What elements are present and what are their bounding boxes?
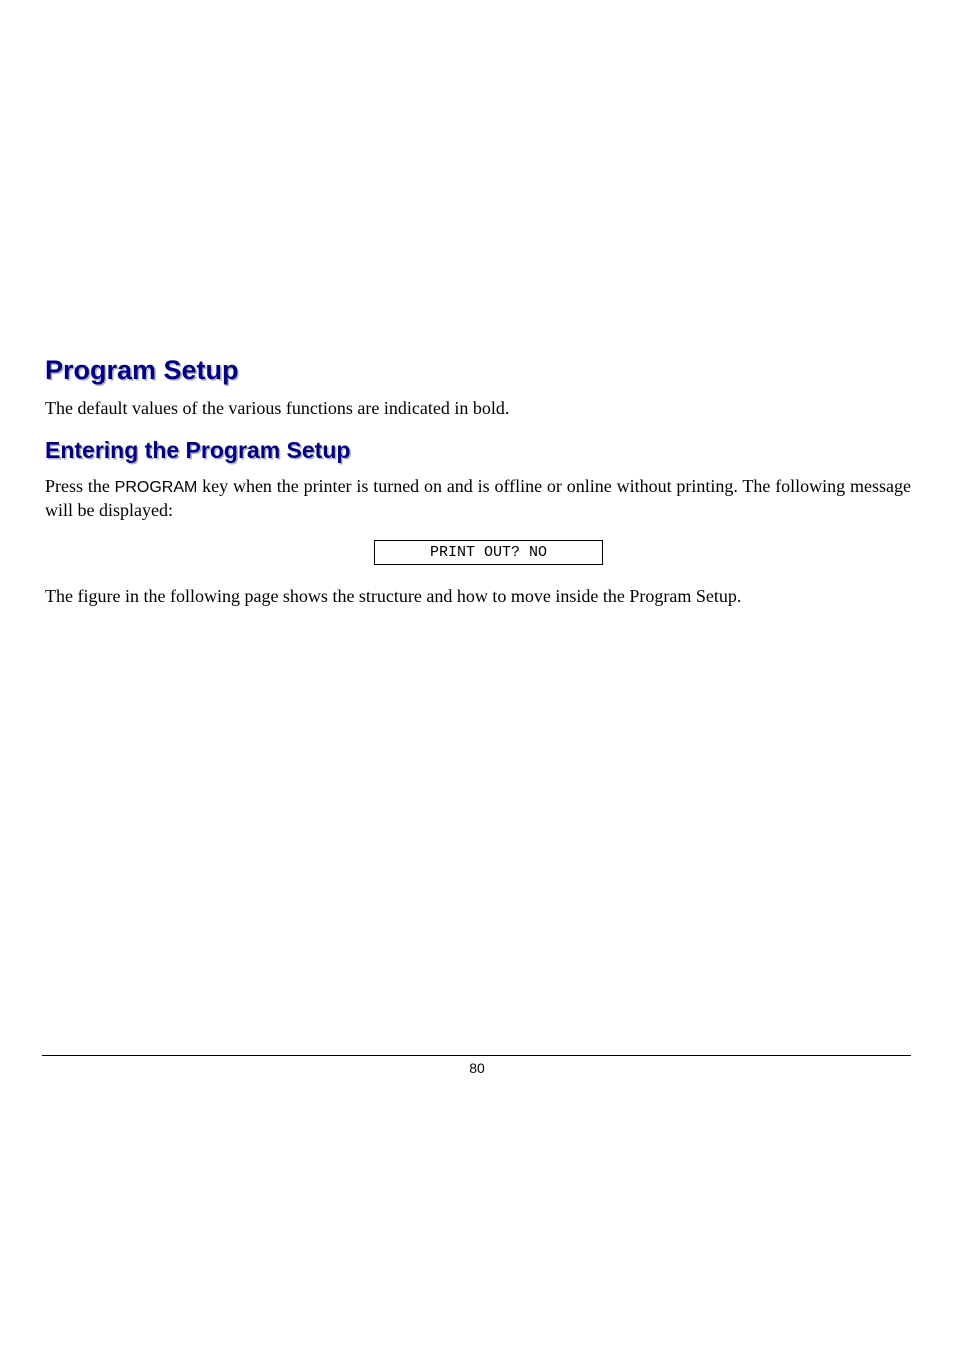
instruction-paragraph xyxy=(45,475,911,522)
subsection-heading: Entering the Program Setup xyxy=(45,437,351,463)
page-number: 80 xyxy=(469,1060,485,1076)
lcd-display-message: PRINT OUT? NO xyxy=(374,540,603,565)
instruction-text-end: key when the printer is turned on and is offline or online without printing. The following message will be displayed: xyxy=(45,476,911,520)
instruction-text-start: Press the xyxy=(45,476,115,496)
program-key-name: PROGRAM xyxy=(114,479,198,496)
intro-paragraph: The default values of the various functions are indicated in bold. xyxy=(45,398,510,418)
footer-divider xyxy=(42,1055,911,1056)
section-heading: Program Setup xyxy=(45,355,239,385)
closing-paragraph: The figure in the following page shows the structure and how to move inside the Program Setup. xyxy=(45,586,742,606)
